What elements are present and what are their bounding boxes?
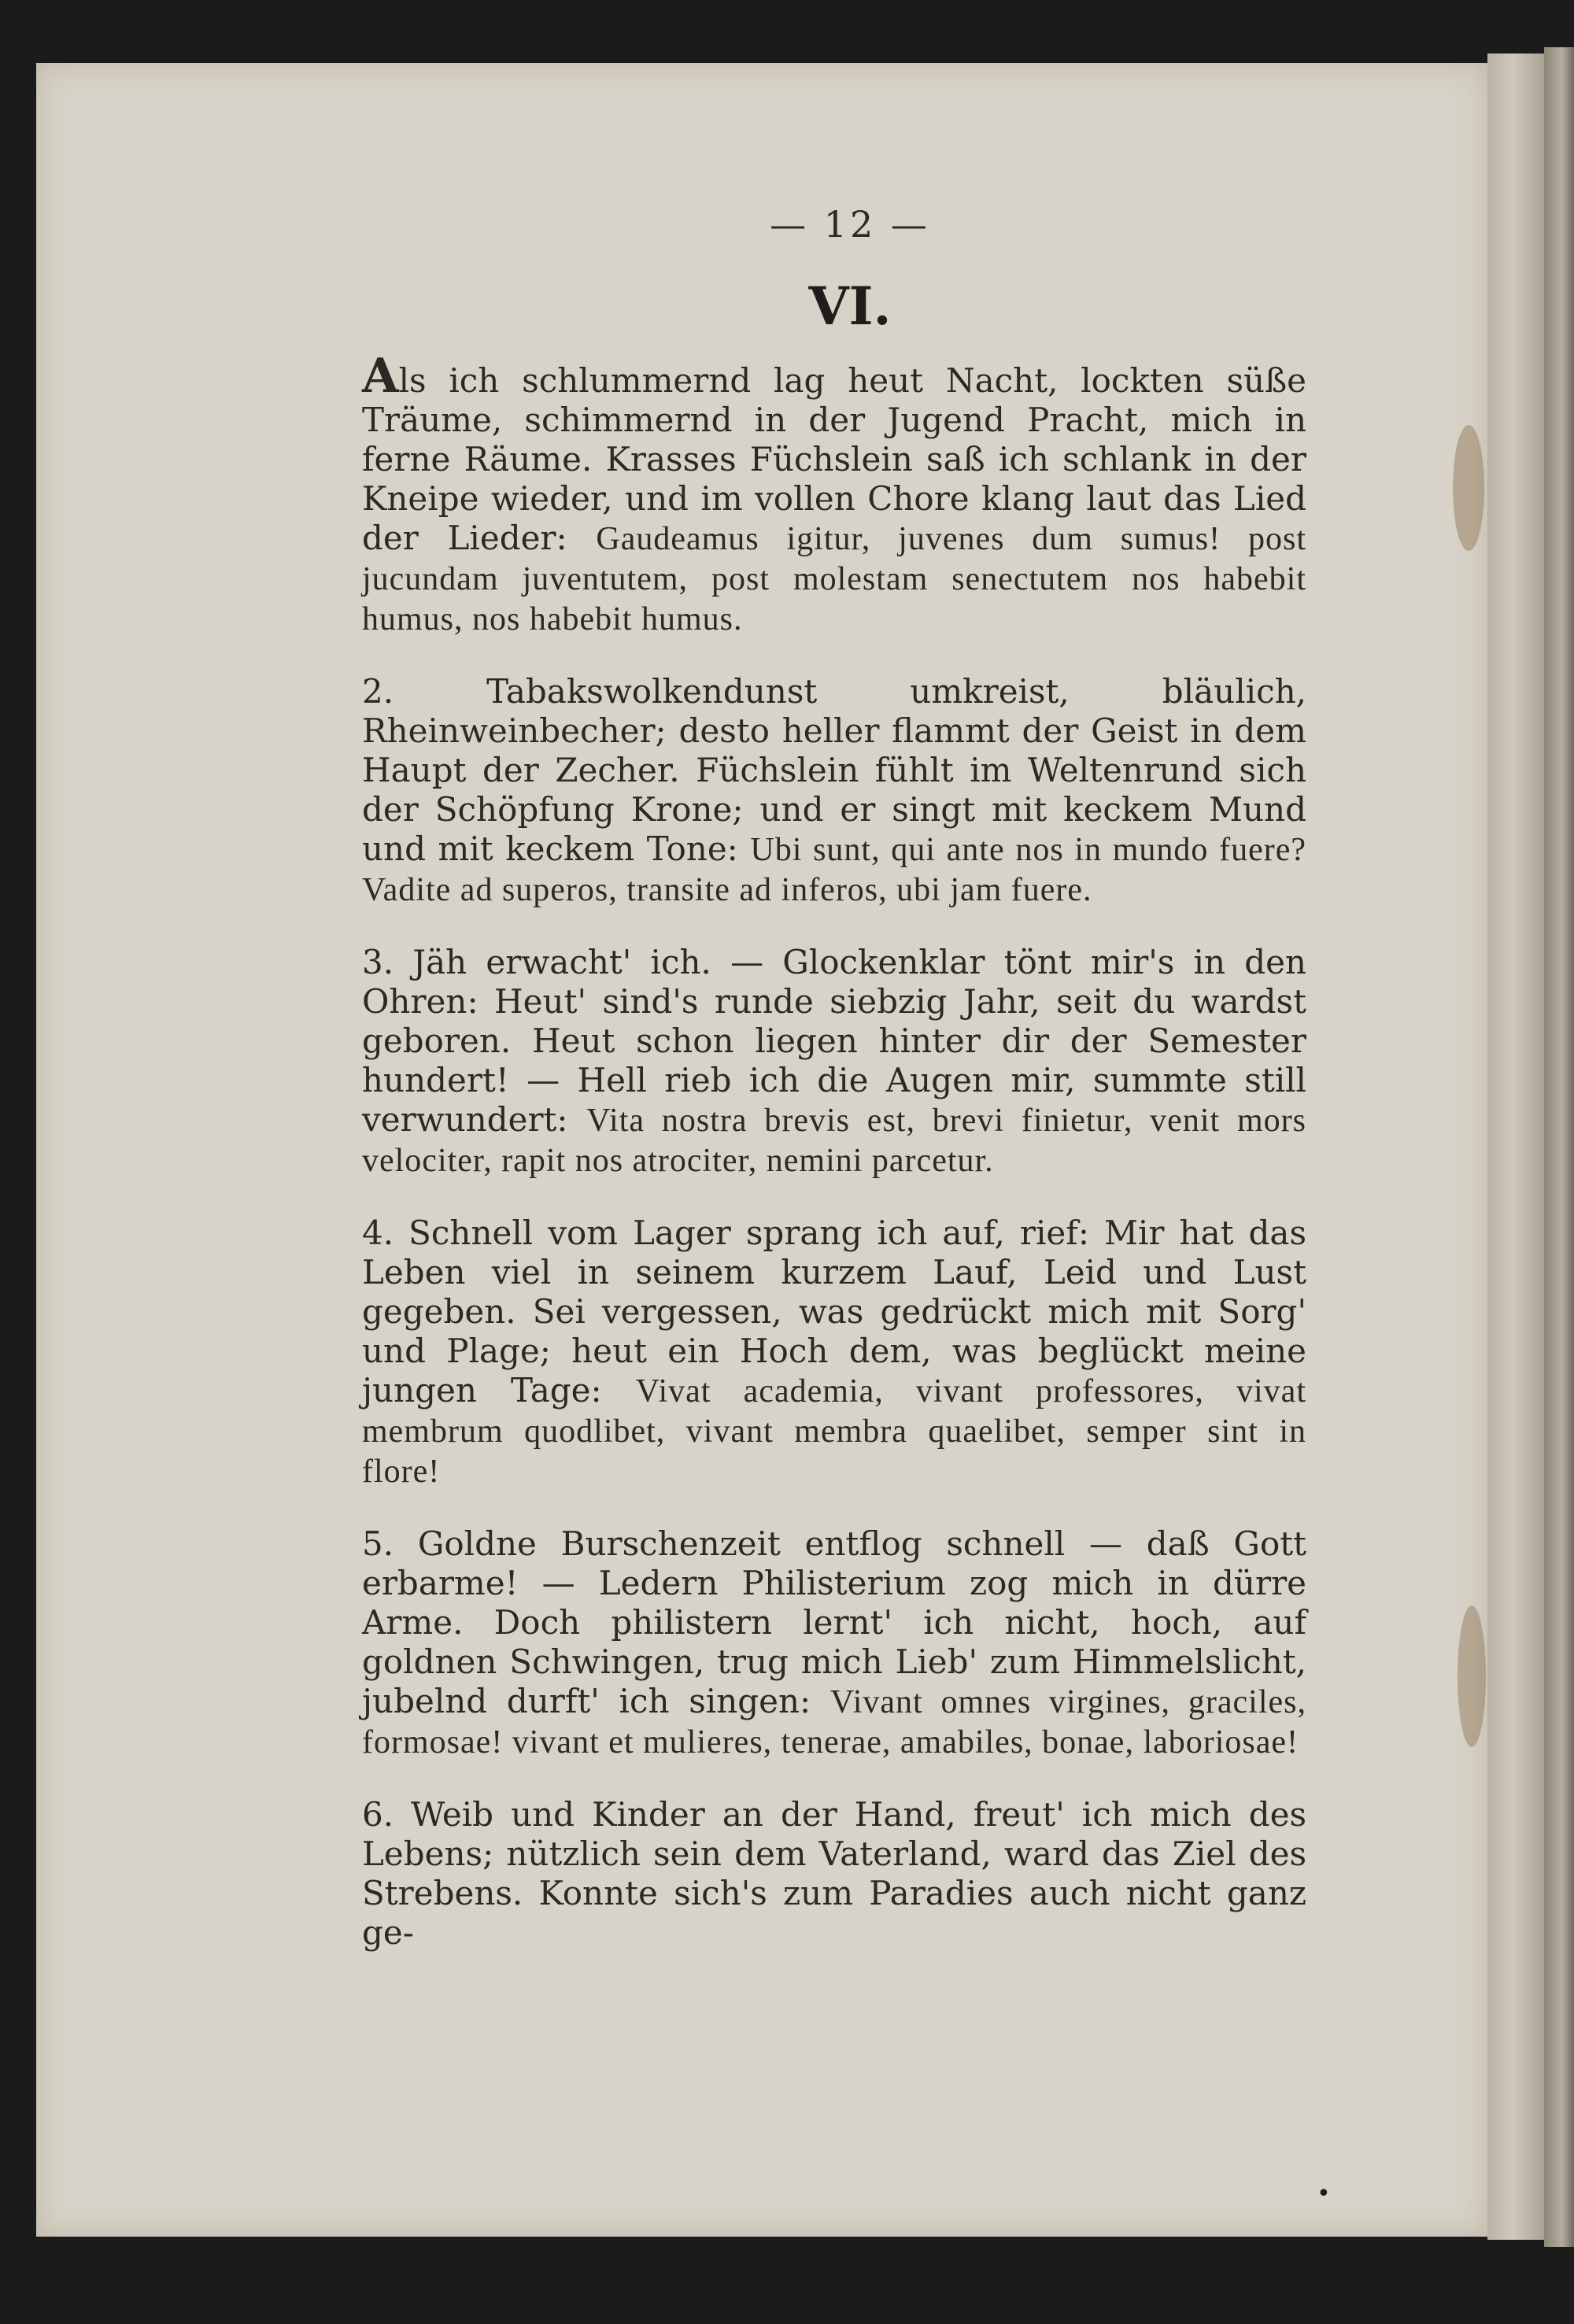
- stanza-number: 4.: [362, 1214, 394, 1252]
- stanza-number: 5.: [362, 1524, 394, 1563]
- stanza-german-text: ls ich schlummernd lag heut Nacht, lockten süße Träume, schimmernd in der Jugend Pracht, mich in ferne Räume. Krasses Füchslein saß ich schlank in der Kneipe wieder, und im vollen Chore klang laut das Lied der Lieder:: [362, 361, 1306, 557]
- stanza-latin-text: Gaudeamus igitur, juvenes dum sumus! post jucundam juventutem, post molestam senectutem nos habebit humus, nos habebit humus.: [362, 521, 1306, 637]
- page-number: — 12 —: [770, 203, 930, 246]
- stanza-5: [362, 1524, 1306, 1762]
- stanza-4: [362, 1214, 1306, 1491]
- stanza-latin-text: Ubi sunt, qui ante nos in mundo fuere? Vadite ad superos, transite ad inferos, ubi jam fuere.: [362, 832, 1306, 908]
- stanza-3: [362, 943, 1306, 1180]
- stanza-number: 6.: [362, 1795, 394, 1834]
- footer-mark: •: [1317, 2180, 1331, 2208]
- stanza-6: [362, 1795, 1306, 1953]
- stanza-1: [362, 349, 1306, 639]
- stanza-number: 2.: [362, 672, 394, 711]
- stanza-latin-text: Vita nostra brevis est, brevi finietur, venit mors velociter, rapit nos atrociter, nemini parcetur.: [362, 1103, 1306, 1179]
- stanza-german-text: Schnell vom Lager sprang ich auf, rief: Mir hat das Leben viel in seinem kurzem Lauf, Leid und Lust gegeben. Sei vergessen, was gedrückt mich mit Sorg' und Plage; heut ein Hoch dem, was beglückt meine jungen Tage:: [362, 1214, 1306, 1410]
- stanza-german-text: Goldne Burschenzeit entflog schnell — daß Gott erbarme! — Ledern Philisterium zog mich in dürre Arme. Doch philistern lernt' ich nicht, hoch, auf goldnen Schwingen, trug mich Lieb' zum Himmelslicht, jubelnd durft' ich singen:: [362, 1524, 1306, 1720]
- poem-body: [362, 349, 1306, 1986]
- drop-cap: A: [362, 349, 399, 404]
- book-edge-far: [1544, 47, 1574, 2247]
- stanza-2: [362, 672, 1306, 910]
- stanza-number: 3.: [362, 943, 394, 981]
- stanza-latin-text: Vivat academia, vivant professores, vivat membrum quodlibet, vivant membra quaelibet, semper sint in flore!: [362, 1373, 1306, 1490]
- stanza-german-text: Weib und Kinder an der Hand, freut' ich mich des Lebens; nützlich sein dem Vaterland, ward das Ziel des Strebens. Konnte sich's zum Paradies auch nicht ganz ge-: [362, 1795, 1306, 1952]
- book-page-edge: [1487, 54, 1544, 2240]
- chapter-heading: VI.: [808, 275, 892, 337]
- stanza-latin-text: Vivant omnes virgines, graciles, formosae! vivant et mulieres, tenerae, amabiles, bonae, laboriosae!: [362, 1684, 1306, 1761]
- stanza-german-text: Tabakswolkendunst umkreist, bläulich, Rheinweinbecher; desto heller flammt der Geist in dem Haupt der Zecher. Füchslein fühlt im Weltenrund sich der Schöpfung Krone; und er singt mit keckem Mund und mit keckem Tone:: [362, 672, 1306, 868]
- page-stain: [1453, 425, 1484, 551]
- stanza-german-text: Jäh erwacht' ich. — Glockenklar tönt mir's in den Ohren: Heut' sind's runde siebzig Jahr, seit du wardst geboren. Heut schon liegen hinter dir der Semester hundert! — Hell rieb ich die Augen mir, summte still verwundert:: [362, 943, 1306, 1139]
- page-stain: [1458, 1605, 1486, 1747]
